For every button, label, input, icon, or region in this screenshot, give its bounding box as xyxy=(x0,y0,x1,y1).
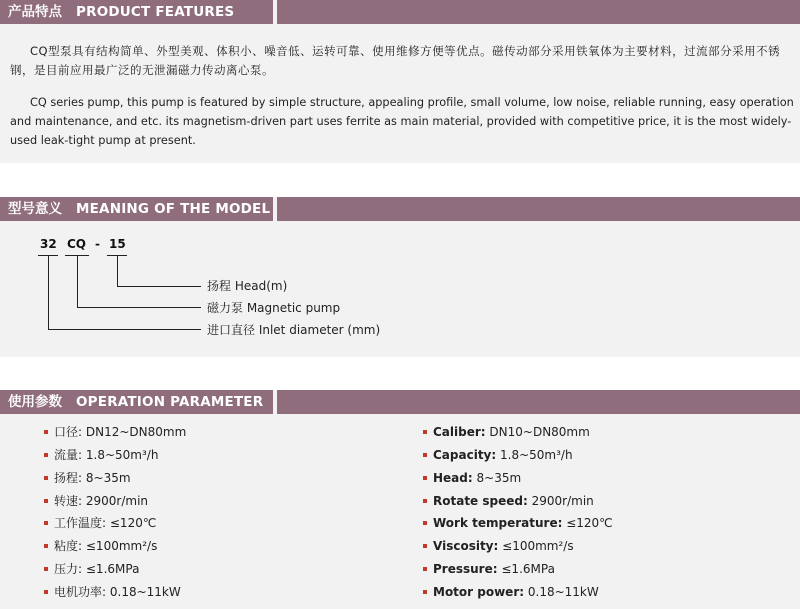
model-header-en: MEANING OF THE MODEL xyxy=(76,201,271,217)
bullet-icon xyxy=(423,567,427,571)
param-left-4: 工作温度: ≤120℃ xyxy=(44,512,156,534)
param-left-0: 口径: DN12~DN80mm xyxy=(44,421,186,443)
operation-header-en: OPERATION PARAMETER xyxy=(76,394,264,410)
bullet-icon xyxy=(44,430,48,434)
features-paragraph-zh: CQ型泵具有结构简单、外型美观、体积小、噪音低、运转可靠、使用维修方便等优点。磁传动部分采用铁氧体为主要材料，过流部分采用不锈钢，是目前应用最广泛的无泄漏磁力传动离心泵。 xyxy=(10,44,781,77)
operation-header xyxy=(0,390,800,414)
model-header-zh: 型号意义 xyxy=(8,201,62,217)
param-right-1: Capacity: 1.8~50m³/h xyxy=(423,444,573,466)
bullet-icon xyxy=(44,544,48,548)
leader-pump-vertical xyxy=(77,255,78,307)
param-right-2: Head: 8~35m xyxy=(423,467,521,489)
leader-diameter-horizontal xyxy=(48,329,201,330)
model-code-head: 15 xyxy=(109,237,126,251)
bullet-icon xyxy=(423,499,427,503)
bullet-icon xyxy=(423,453,427,457)
label-diameter: 进口直径 Inlet diameter (mm) xyxy=(207,323,381,337)
param-left-2: 扬程: 8~35m xyxy=(44,467,131,489)
bullet-icon xyxy=(44,590,48,594)
param-right-6: Pressure: ≤1.6MPa xyxy=(423,558,555,580)
param-left-1: 流量: 1.8~50m³/h xyxy=(44,444,158,466)
operation-header-zh: 使用参数 xyxy=(8,394,62,410)
bullet-icon xyxy=(423,476,427,480)
bullet-icon xyxy=(44,567,48,571)
operation-section xyxy=(0,390,800,609)
bullet-icon xyxy=(44,476,48,480)
param-right-0: Caliber: DN10~DN80mm xyxy=(423,421,590,443)
bullet-icon xyxy=(423,544,427,548)
leader-head-vertical xyxy=(117,255,118,286)
leader-head-horizontal xyxy=(117,286,201,287)
operation-header-tab xyxy=(0,390,273,414)
param-left-5: 粘度: ≤100mm²/s xyxy=(44,535,157,557)
features-section xyxy=(0,0,800,163)
label-head: 扬程 Head(m) xyxy=(207,279,288,293)
features-header-zh: 产品特点 xyxy=(8,4,62,20)
param-right-4: Work temperature: ≤120℃ xyxy=(423,512,613,534)
model-code-type: CQ xyxy=(67,237,87,251)
bullet-icon xyxy=(44,499,48,503)
features-paragraph-en: CQ series pump, this pump is featured by simple structure, appealing profile, small volume, low noise, reliable running, easy operation and maintenance, and etc. its magnetism-driven part uses ferrite as main material, provided with competitive price, it is the most widely-used leak-tight pump at present. xyxy=(10,96,794,147)
features-header-tab xyxy=(0,0,273,24)
model-header-bar xyxy=(277,197,800,221)
bullet-icon xyxy=(44,453,48,457)
features-header-bar xyxy=(277,0,800,24)
model-header xyxy=(0,197,800,221)
param-right-7: Motor power: 0.18~11kW xyxy=(423,581,599,603)
label-pump: 磁力泵 Magnetic pump xyxy=(207,301,341,315)
features-header xyxy=(0,0,800,24)
bullet-icon xyxy=(423,521,427,525)
param-left-3: 转速: 2900r/min xyxy=(44,490,148,512)
bullet-icon xyxy=(44,521,48,525)
param-right-5: Viscosity: ≤100mm²/s xyxy=(423,535,574,557)
leader-pump-horizontal xyxy=(77,307,201,308)
bullet-icon xyxy=(423,430,427,434)
model-code-dash: - xyxy=(95,237,100,251)
model-header-tab xyxy=(0,197,273,221)
bullet-icon xyxy=(423,590,427,594)
model-section xyxy=(0,197,800,357)
model-code-diameter: 32 xyxy=(40,237,57,251)
param-right-3: Rotate speed: 2900r/min xyxy=(423,490,594,512)
leader-diameter-vertical xyxy=(48,255,49,329)
features-header-en: PRODUCT FEATURES xyxy=(76,4,235,20)
param-left-6: 压力: ≤1.6MPa xyxy=(44,558,139,580)
param-left-7: 电机功率: 0.18~11kW xyxy=(44,581,181,603)
operation-header-bar xyxy=(277,390,800,414)
